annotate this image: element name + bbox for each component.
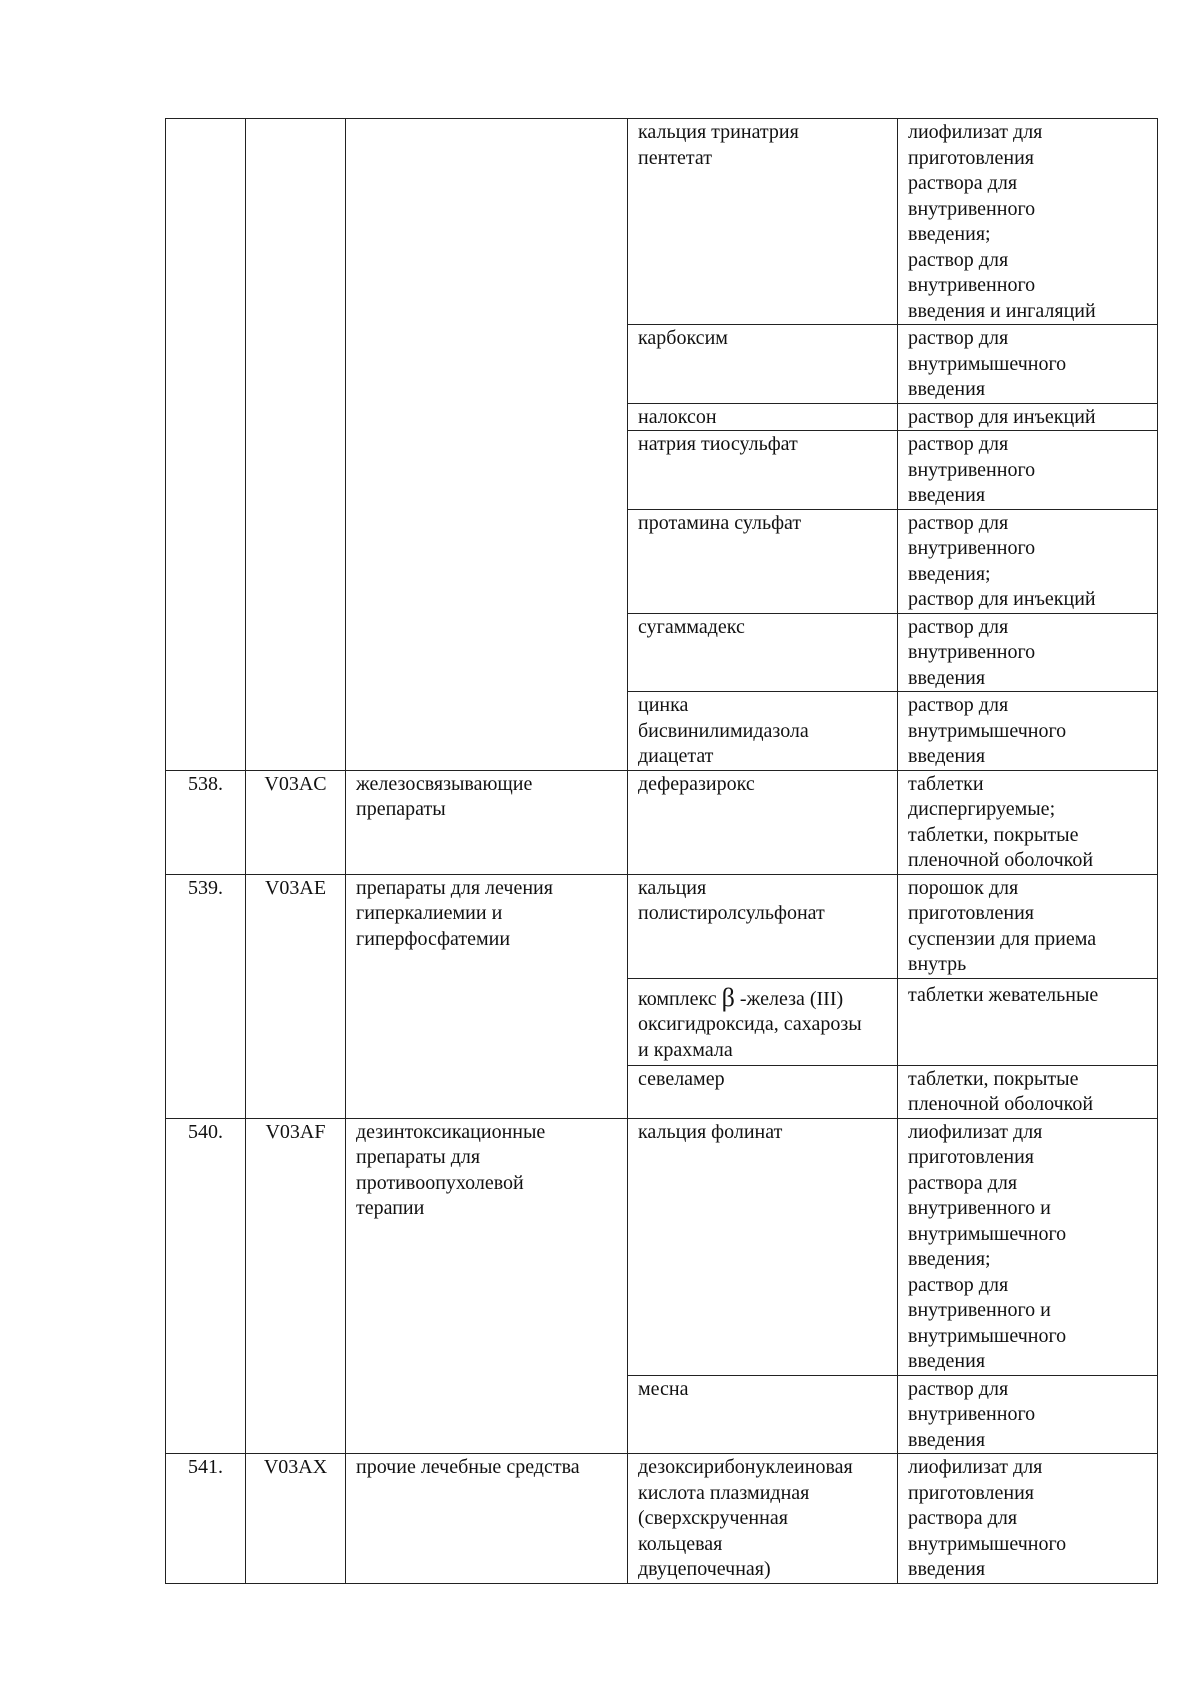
beta-symbol: β — [721, 982, 735, 1012]
group-name: препараты для лечения гиперкалиемии и гиперфосфатемии — [346, 874, 628, 1118]
table-row — [166, 1454, 1158, 1584]
drug-name: протамина сульфат — [628, 509, 898, 613]
drug-name — [628, 978, 898, 1065]
atc-code: V03AX — [246, 1454, 346, 1584]
dosage-form: раствор для внутривенного введения — [898, 431, 1158, 510]
drug-name: карбоксим — [628, 325, 898, 404]
table-row — [166, 770, 1158, 874]
dosage-form: лиофилизат для приготовления раствора для внутривенного и внутримышечного введения; раствор для внутривенного и внутримышечного введения — [898, 1118, 1158, 1375]
drug-name: налоксон — [628, 403, 898, 431]
drug-name: натрия тиосульфат — [628, 431, 898, 510]
drug-name-prefix: комплекс — [638, 987, 722, 1010]
drug-name: кальция полистиролсульфонат — [628, 874, 898, 978]
dosage-form: раствор для внутривенного введения — [898, 1375, 1158, 1454]
group-name: железосвязывающие препараты — [346, 770, 628, 874]
drug-name: сугаммадекс — [628, 613, 898, 692]
drug-name: севеламер — [628, 1065, 898, 1118]
drug-name: месна — [628, 1375, 898, 1454]
dosage-form: раствор для внутривенного введения; раствор для инъекций — [898, 509, 1158, 613]
dosage-form: раствор для внутривенного введения — [898, 613, 1158, 692]
atc-code — [246, 119, 346, 771]
drug-name: цинка бисвинилимидазола диацетат — [628, 692, 898, 771]
drug-name: дезоксирибонуклеиновая кислота плазмидная (сверхскрученная кольцевая двуцепочечная) — [628, 1454, 898, 1584]
atc-code: V03AF — [246, 1118, 346, 1454]
dosage-form: порошок для приготовления суспензии для приема внутрь — [898, 874, 1158, 978]
group-name: прочие лечебные средства — [346, 1454, 628, 1584]
dosage-form: лиофилизат для приготовления раствора для внутримышечного введения — [898, 1454, 1158, 1584]
drug-name: деферазирокс — [628, 770, 898, 874]
dosage-form: таблетки, покрытые пленочной оболочкой — [898, 1065, 1158, 1118]
table-row — [166, 119, 1158, 325]
dosage-form: таблетки жевательные — [898, 978, 1158, 1065]
row-number: 538. — [166, 770, 246, 874]
atc-code: V03AC — [246, 770, 346, 874]
drug-name-suffix: -железа (III) оксигидроксида, сахарозы и крахмала — [638, 987, 862, 1061]
dosage-form: лиофилизат для приготовления раствора для внутривенного введения; раствор для внутривенного введения и ингаляций — [898, 119, 1158, 325]
table-row — [166, 874, 1158, 978]
dosage-form: раствор для инъекций — [898, 403, 1158, 431]
dosage-form: таблетки диспергируемые; таблетки, покрытые пленочной оболочкой — [898, 770, 1158, 874]
dosage-form: раствор для внутримышечного введения — [898, 325, 1158, 404]
row-number: 541. — [166, 1454, 246, 1584]
row-number: 539. — [166, 874, 246, 1118]
group-name: дезинтоксикационные препараты для противоопухолевой терапии — [346, 1118, 628, 1454]
atc-code: V03AE — [246, 874, 346, 1118]
row-number — [166, 119, 246, 771]
drug-name: кальция фолинат — [628, 1118, 898, 1375]
table-row — [166, 1118, 1158, 1375]
row-number: 540. — [166, 1118, 246, 1454]
drug-name: кальция тринатрия пентетат — [628, 119, 898, 325]
dosage-form: раствор для внутримышечного введения — [898, 692, 1158, 771]
drug-table — [165, 118, 1158, 1584]
group-name — [346, 119, 628, 771]
